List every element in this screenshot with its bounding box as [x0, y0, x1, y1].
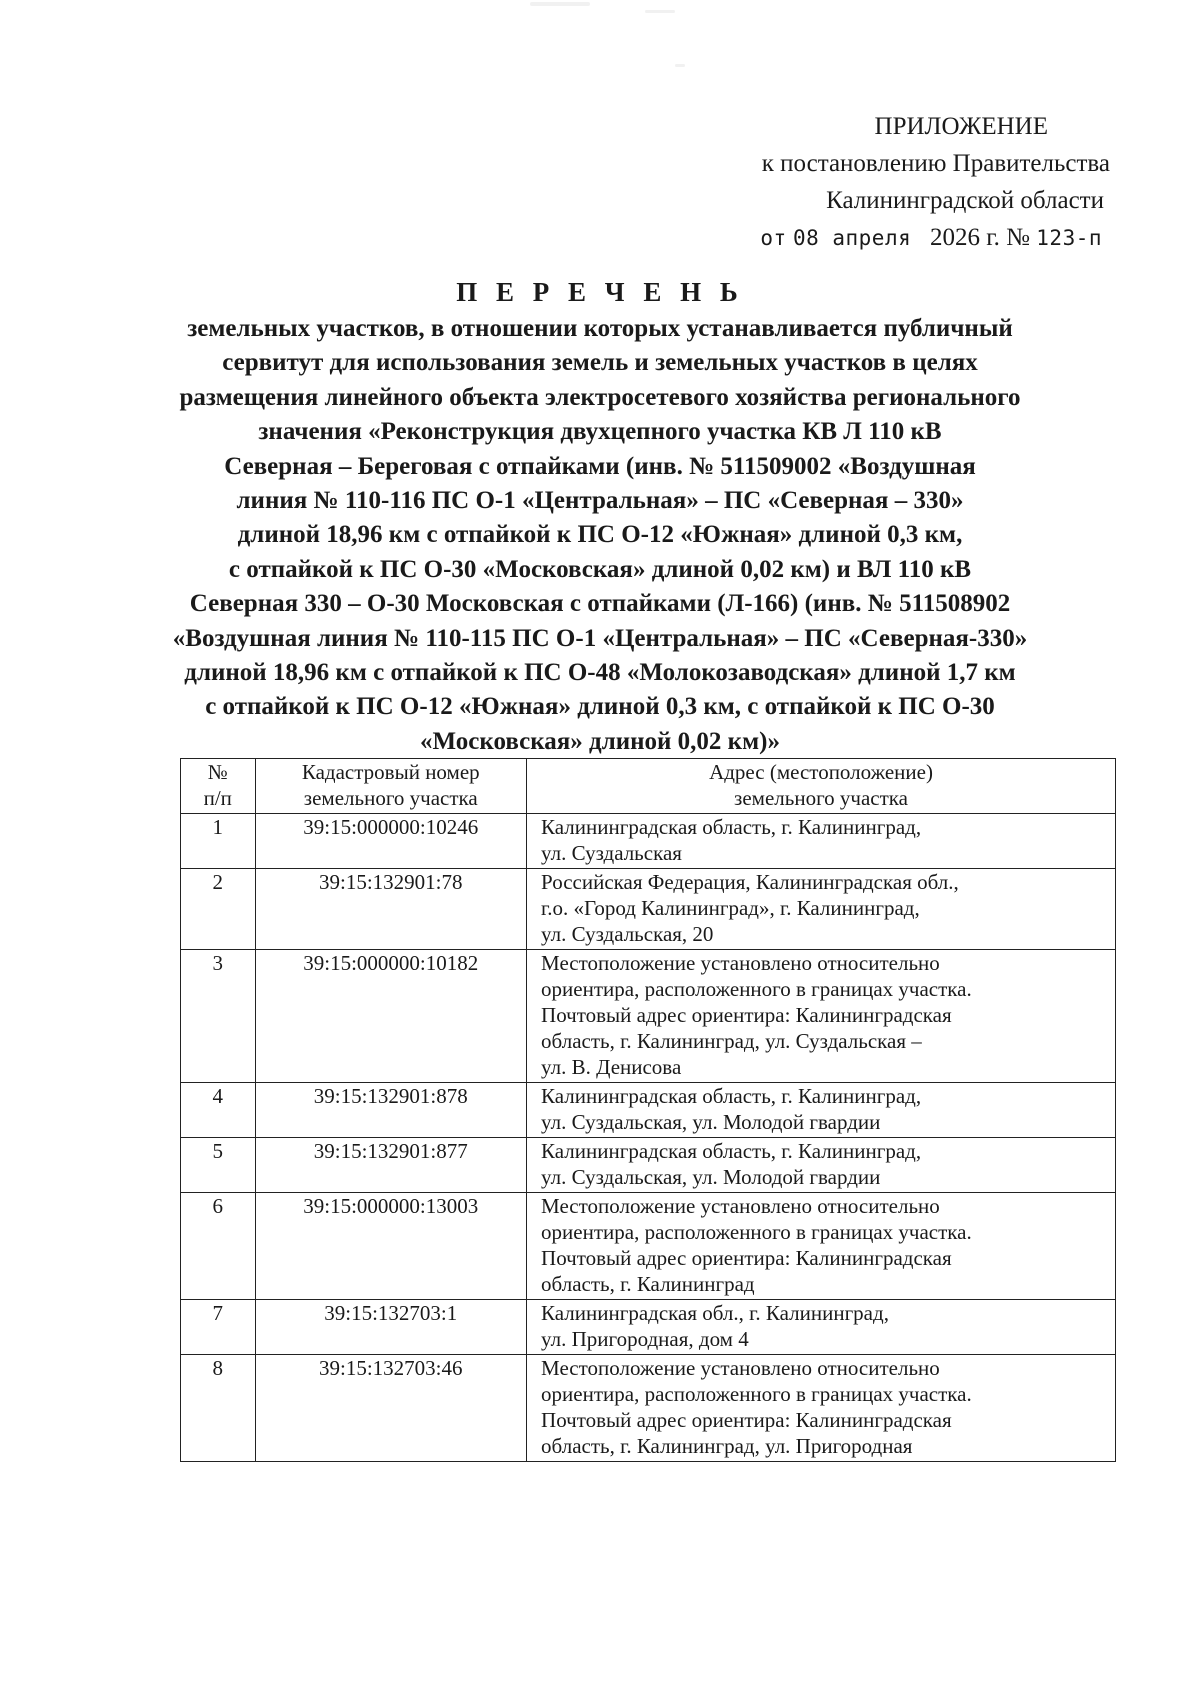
- document-title: П Е Р Е Ч Е Н Ь: [456, 277, 744, 307]
- address-line: область, г. Калининград: [541, 1272, 755, 1296]
- subtitle-line: линия № 110-116 ПС О-1 «Центральная» – ПС «Северная – 330»: [236, 487, 964, 515]
- appendix-line-region: Калининградской области: [826, 187, 1104, 214]
- address-line: ориентира, расположенного в границах участка.: [541, 1382, 972, 1406]
- cell-number: 3: [181, 950, 256, 1083]
- cell-address: [527, 814, 1116, 869]
- address-line: ориентира, расположенного в границах участка.: [541, 977, 972, 1001]
- subtitle-line: длиной 18,96 км с отпайкой к ПС О-48 «Молокозаводская» длиной 1,7 км: [184, 659, 1016, 687]
- address-line: Местоположение установлено относительно: [541, 951, 940, 975]
- cell-cadastral-number: 39:15:000000:10182: [255, 950, 527, 1083]
- header-text: п/п: [203, 786, 232, 810]
- table-row: [181, 869, 1116, 950]
- cell-number: 8: [181, 1355, 256, 1462]
- header-address: [527, 759, 1116, 814]
- header-number: [181, 759, 256, 814]
- cell-cadastral-number: 39:15:000000:10246: [255, 814, 527, 869]
- subtitle-line: размещения линейного объекта электросетевого хозяйства регионального: [179, 383, 1021, 411]
- table-header-row: [181, 759, 1116, 814]
- cell-address: [527, 950, 1116, 1083]
- subtitle-line: Северная – Береговая с отпайками (инв. № 511509002 «Воздушная: [224, 452, 976, 480]
- subtitle-line: длиной 18,96 км с отпайкой к ПС О-12 «Южная» длиной 0,3 км,: [237, 521, 963, 549]
- subtitle-line: «Московская» длиной 0,02 км)»: [420, 727, 780, 755]
- cell-number: 2: [181, 869, 256, 950]
- cell-number: 7: [181, 1300, 256, 1355]
- subtitle-line: значения «Реконструкция двухцепного участка КВ Л 110 кВ: [258, 418, 942, 446]
- header-text: земельного участка: [303, 786, 478, 810]
- cell-number: 1: [181, 814, 256, 869]
- cell-cadastral-number: 39:15:000000:13003: [255, 1193, 527, 1300]
- document-subtitle: [150, 312, 1050, 759]
- table-row: [181, 814, 1116, 869]
- address-line: ул. В. Денисова: [541, 1055, 682, 1079]
- address-line: ул. Суздальская, 20: [541, 922, 714, 946]
- date-prefix: от: [760, 226, 787, 250]
- address-line: область, г. Калининград, ул. Суздальская –: [541, 1029, 922, 1053]
- appendix-date-line: [650, 219, 1110, 257]
- cell-address: [527, 1193, 1116, 1300]
- cell-cadastral-number: 39:15:132703:46: [255, 1355, 527, 1462]
- address-line: ориентира, расположенного в границах участка.: [541, 1220, 972, 1244]
- cell-address: [527, 1083, 1116, 1138]
- subtitle-line: «Воздушная линия № 110-115 ПС О-1 «Центральная» – ПС «Северная-330»: [172, 624, 1028, 652]
- subtitle-line: Северная 330 – О-30 Московская с отпайками (Л-166) (инв. № 511508902: [189, 590, 1011, 618]
- header-text: Адрес (местоположение): [709, 760, 933, 784]
- cell-address: [527, 869, 1116, 950]
- subtitle-line: с отпайкой к ПС О-12 «Южная» длиной 0,3 км, с отпайкой к ПС О-30: [205, 693, 995, 721]
- table-row: [181, 1355, 1116, 1462]
- table-row: [181, 1083, 1116, 1138]
- table-row: [181, 950, 1116, 1083]
- table-row: [181, 1138, 1116, 1193]
- header-text: Кадастровый номер: [301, 760, 480, 784]
- cell-number: 5: [181, 1138, 256, 1193]
- table-body: [181, 814, 1116, 1462]
- address-line: Местоположение установлено относительно: [541, 1356, 940, 1380]
- address-line: Почтовый адрес ориентира: Калининградская: [541, 1003, 952, 1027]
- date-stamp: 08 апреля: [792, 226, 912, 250]
- address-line: ул. Пригородная, дом 4: [541, 1327, 749, 1351]
- appendix-block: [650, 108, 1110, 257]
- address-line: Почтовый адрес ориентира: Калининградская: [541, 1408, 952, 1432]
- cell-cadastral-number: 39:15:132703:1: [255, 1300, 527, 1355]
- address-line: Калининградская обл., г. Калининград,: [541, 1301, 889, 1325]
- cell-number: 4: [181, 1083, 256, 1138]
- cell-cadastral-number: 39:15:132901:877: [255, 1138, 527, 1193]
- cell-cadastral-number: 39:15:132901:878: [255, 1083, 527, 1138]
- address-line: область, г. Калининград, ул. Пригородная: [541, 1434, 913, 1458]
- subtitle-line: сервитут для использования земель и земельных участков в целях: [222, 349, 978, 377]
- title-block: [150, 274, 1050, 759]
- subtitle-line: с отпайкой к ПС О-30 «Московская» длиной 0,02 км) и ВЛ 110 кВ: [228, 555, 972, 583]
- address-line: Почтовый адрес ориентира: Калининградская: [541, 1246, 952, 1270]
- year-text: 2026 г. №: [929, 224, 1031, 251]
- header-text: земельного участка: [734, 786, 908, 810]
- cell-address: [527, 1138, 1116, 1193]
- header-text: №: [207, 760, 228, 784]
- scan-artifact: [645, 10, 675, 13]
- address-line: Местоположение установлено относительно: [541, 1194, 940, 1218]
- cell-address: [527, 1355, 1116, 1462]
- address-line: ул. Суздальская, ул. Молодой гвардии: [541, 1110, 881, 1134]
- address-line: г.о. «Город Калининград», г. Калининград,: [541, 896, 920, 920]
- table-row: [181, 1193, 1116, 1300]
- cell-address: [527, 1300, 1116, 1355]
- subtitle-line: земельных участков, в отношении которых устанавливается публичный: [187, 315, 1013, 342]
- scan-artifact: [675, 64, 685, 67]
- cell-cadastral-number: 39:15:132901:78: [255, 869, 527, 950]
- appendix-heading: ПРИЛОЖЕНИЕ: [874, 113, 1048, 140]
- scan-artifact: [530, 2, 590, 6]
- header-cadastral: [255, 759, 527, 814]
- appendix-line-resolution: к постановлению Правительства: [761, 150, 1110, 177]
- address-line: Российская Федерация, Калининградская обл.,: [541, 870, 959, 894]
- parcels-table: [180, 758, 1116, 1462]
- address-line: Калининградская область, г. Калининград,: [541, 815, 922, 839]
- address-line: ул. Суздальская: [541, 841, 682, 865]
- address-line: ул. Суздальская, ул. Молодой гвардии: [541, 1165, 881, 1189]
- number-stamp: 123-п: [1036, 226, 1102, 250]
- address-line: Калининградская область, г. Калининград,: [541, 1139, 922, 1163]
- table-row: [181, 1300, 1116, 1355]
- cell-number: 6: [181, 1193, 256, 1300]
- address-line: Калининградская область, г. Калининград,: [541, 1084, 922, 1108]
